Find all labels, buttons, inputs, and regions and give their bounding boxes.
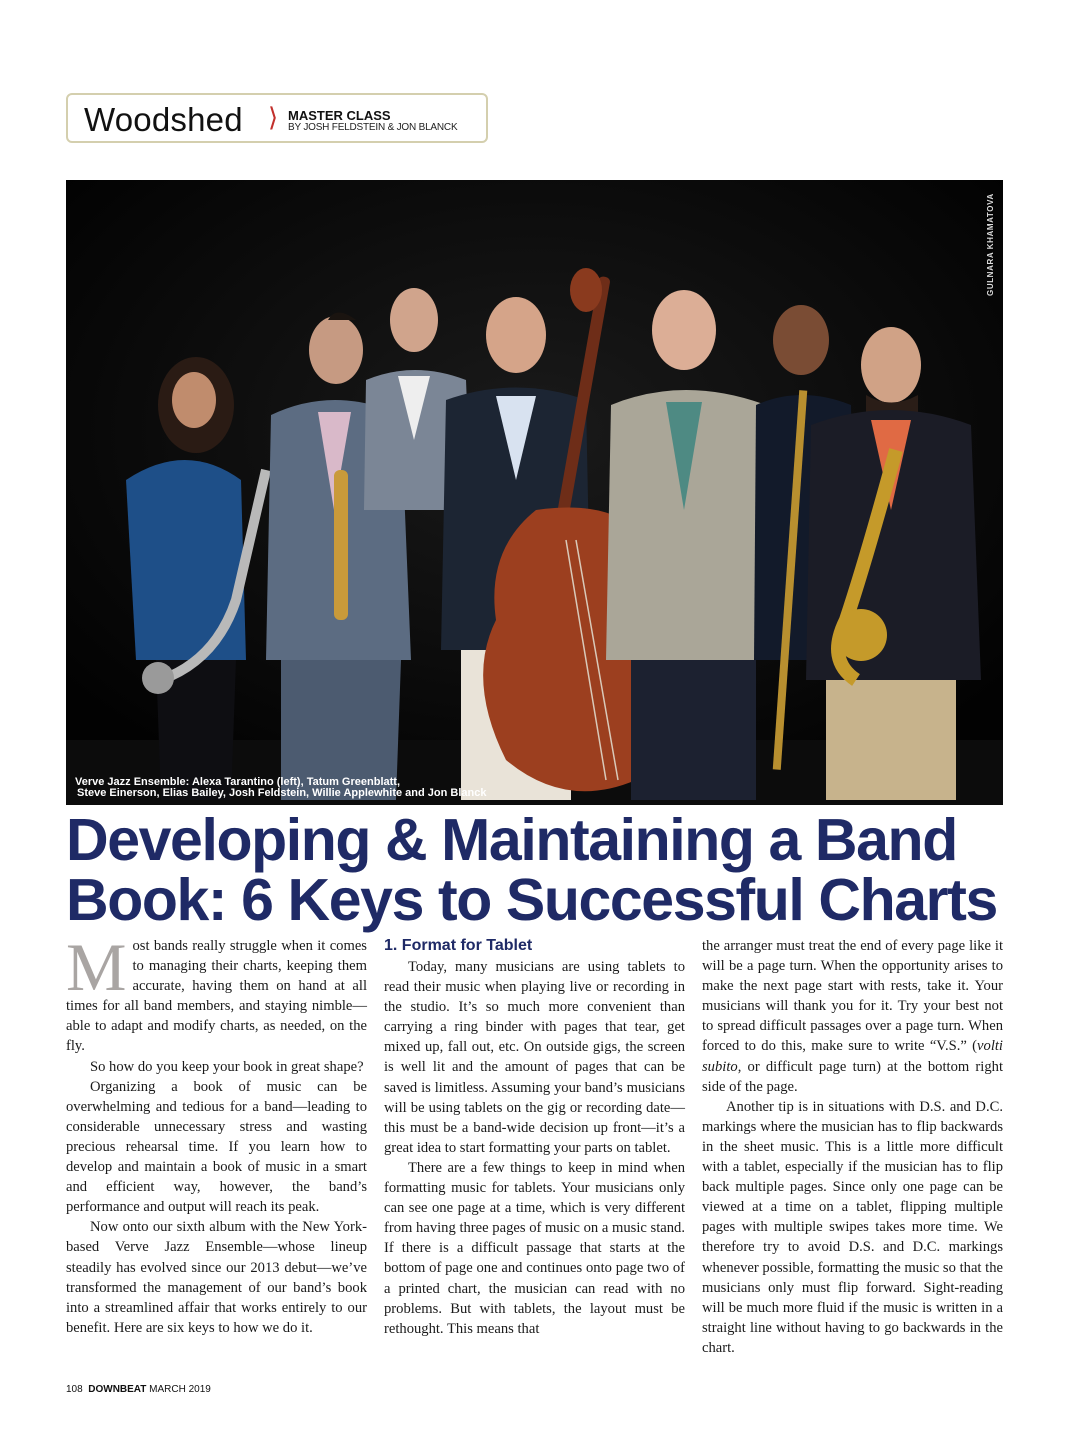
article-column-2: [384, 936, 685, 1339]
article-column-3: [702, 936, 1003, 1358]
band-photo-illustration: [66, 180, 1003, 805]
photo-caption: [75, 777, 486, 799]
page-footer: [66, 1384, 211, 1395]
section-tag: [66, 93, 488, 143]
issue-date: MARCH 2019: [149, 1384, 211, 1395]
paragraph: Now onto our sixth album with the New York-based Verve Jazz Ensemble—whose lineup steadily has evolved since our 2013 debut—we’ve transformed the management of our band’s book into a streamlined affair that works entirely to our benefit. Here are six keys to how we do it.: [66, 1219, 367, 1336]
photo-caption-line2: Steve Einerson, Elias Bailey, Josh Feldstein, Willie Applewhite and Jon Blanck: [77, 787, 487, 799]
headline-line1: Developing & Maintaining a Band: [66, 807, 957, 873]
section-subhead: 1. Format for Tablet: [384, 937, 533, 954]
paragraph: Organizing a book of music can be overwhelming and tedious for a band—leading to considerable unnecessary stress and wasting precious rehearsal time. If you learn how to develop and maintain a book of music in a smart and efficient way, however, the band’s performance and output will reach its peak.: [66, 1078, 367, 1216]
photo-caption-line1: Verve Jazz Ensemble: Alexa Tarantino (left), Tatum Greenblatt,: [75, 776, 400, 788]
magazine-name: DOWNBEAT: [88, 1384, 147, 1395]
intro-paragraph: [66, 929, 367, 1057]
section-byline: BY JOSH FELDSTEIN & JON BLANCK: [288, 122, 458, 133]
headline-line2: Book: 6 Keys to Successful Charts: [66, 867, 997, 933]
chevron-right-icon: ⟩: [268, 103, 279, 133]
article-headline: [66, 807, 1026, 933]
intro-text: ost bands really struggle when it comes to managing their charts, keeping them accurate, having them on hand at all times for all band members, and staying nimble—able to adapt and modify charts, as needed, on the fly.: [66, 938, 367, 1055]
band-photo: [66, 180, 1003, 805]
section-brand: Woodshed: [84, 101, 243, 138]
paragraph: Another tip is in situations with D.S. and D.C. markings where the musician has to flip backwards in the sheet music. This is a little more difficult with a tablet, especially if the musician has to flip back multiple pages. Since only one page can be viewed at a time on a tablet, flipping multiple pages with multiple swipes takes more time. We therefore try to avoid D.S. and D.C. markings whenever possible, formatting the music so that the musicians only must flip forward. Sight-reading will be much more fluid if the music is written in a straight line without having to go backwards in the chart.: [702, 1098, 1003, 1356]
paragraph: the arranger must treat the end of every page like it will be a page turn. When the opportunity arises to make the next page start with rests, take it. Your musicians will thank you for it. Try your best not to spread difficult passages over a page turn. When forced to do this, make sure to write “V.S.” (volti subito, or difficult page turn) at the bottom right side of the page.: [702, 938, 1003, 1095]
page-number: 108: [66, 1384, 83, 1395]
italic-term: volti subito: [702, 1038, 1003, 1075]
paragraph: There are a few things to keep in mind when formatting music for tablets. Your musicians only can see one page at a time, which is very different from having three pages of music on a music stand. If there is a difficult passage that starts at the bottom of page one and continues onto page two of a printed chart, the musician can read with no problems. But with tablets, the layout must be rethought. This means that: [384, 1159, 685, 1337]
section-kicker: MASTER CLASS: [288, 108, 391, 123]
paragraph: Today, many musicians are using tablets to read their music when playing live or recording in the studio. It’s so much more convenient than carrying a ring binder with pages that tear, get mixed up, fall out, etc. On outside gigs, the screen is well lit and the amount of pages that can be saved is limitless. Assuming your band’s musicians will be using tablets on the gig or recording date—this must be a band-wide decision up front—it’s a great idea to start formatting your parts on tablet.: [384, 959, 685, 1156]
photo-credit: GULNARA KHAMATOVA: [986, 193, 995, 296]
drop-cap: M: [66, 929, 127, 1005]
article-column-1: [66, 929, 367, 1338]
paragraph: So how do you keep your book in great shape?: [90, 1058, 364, 1075]
